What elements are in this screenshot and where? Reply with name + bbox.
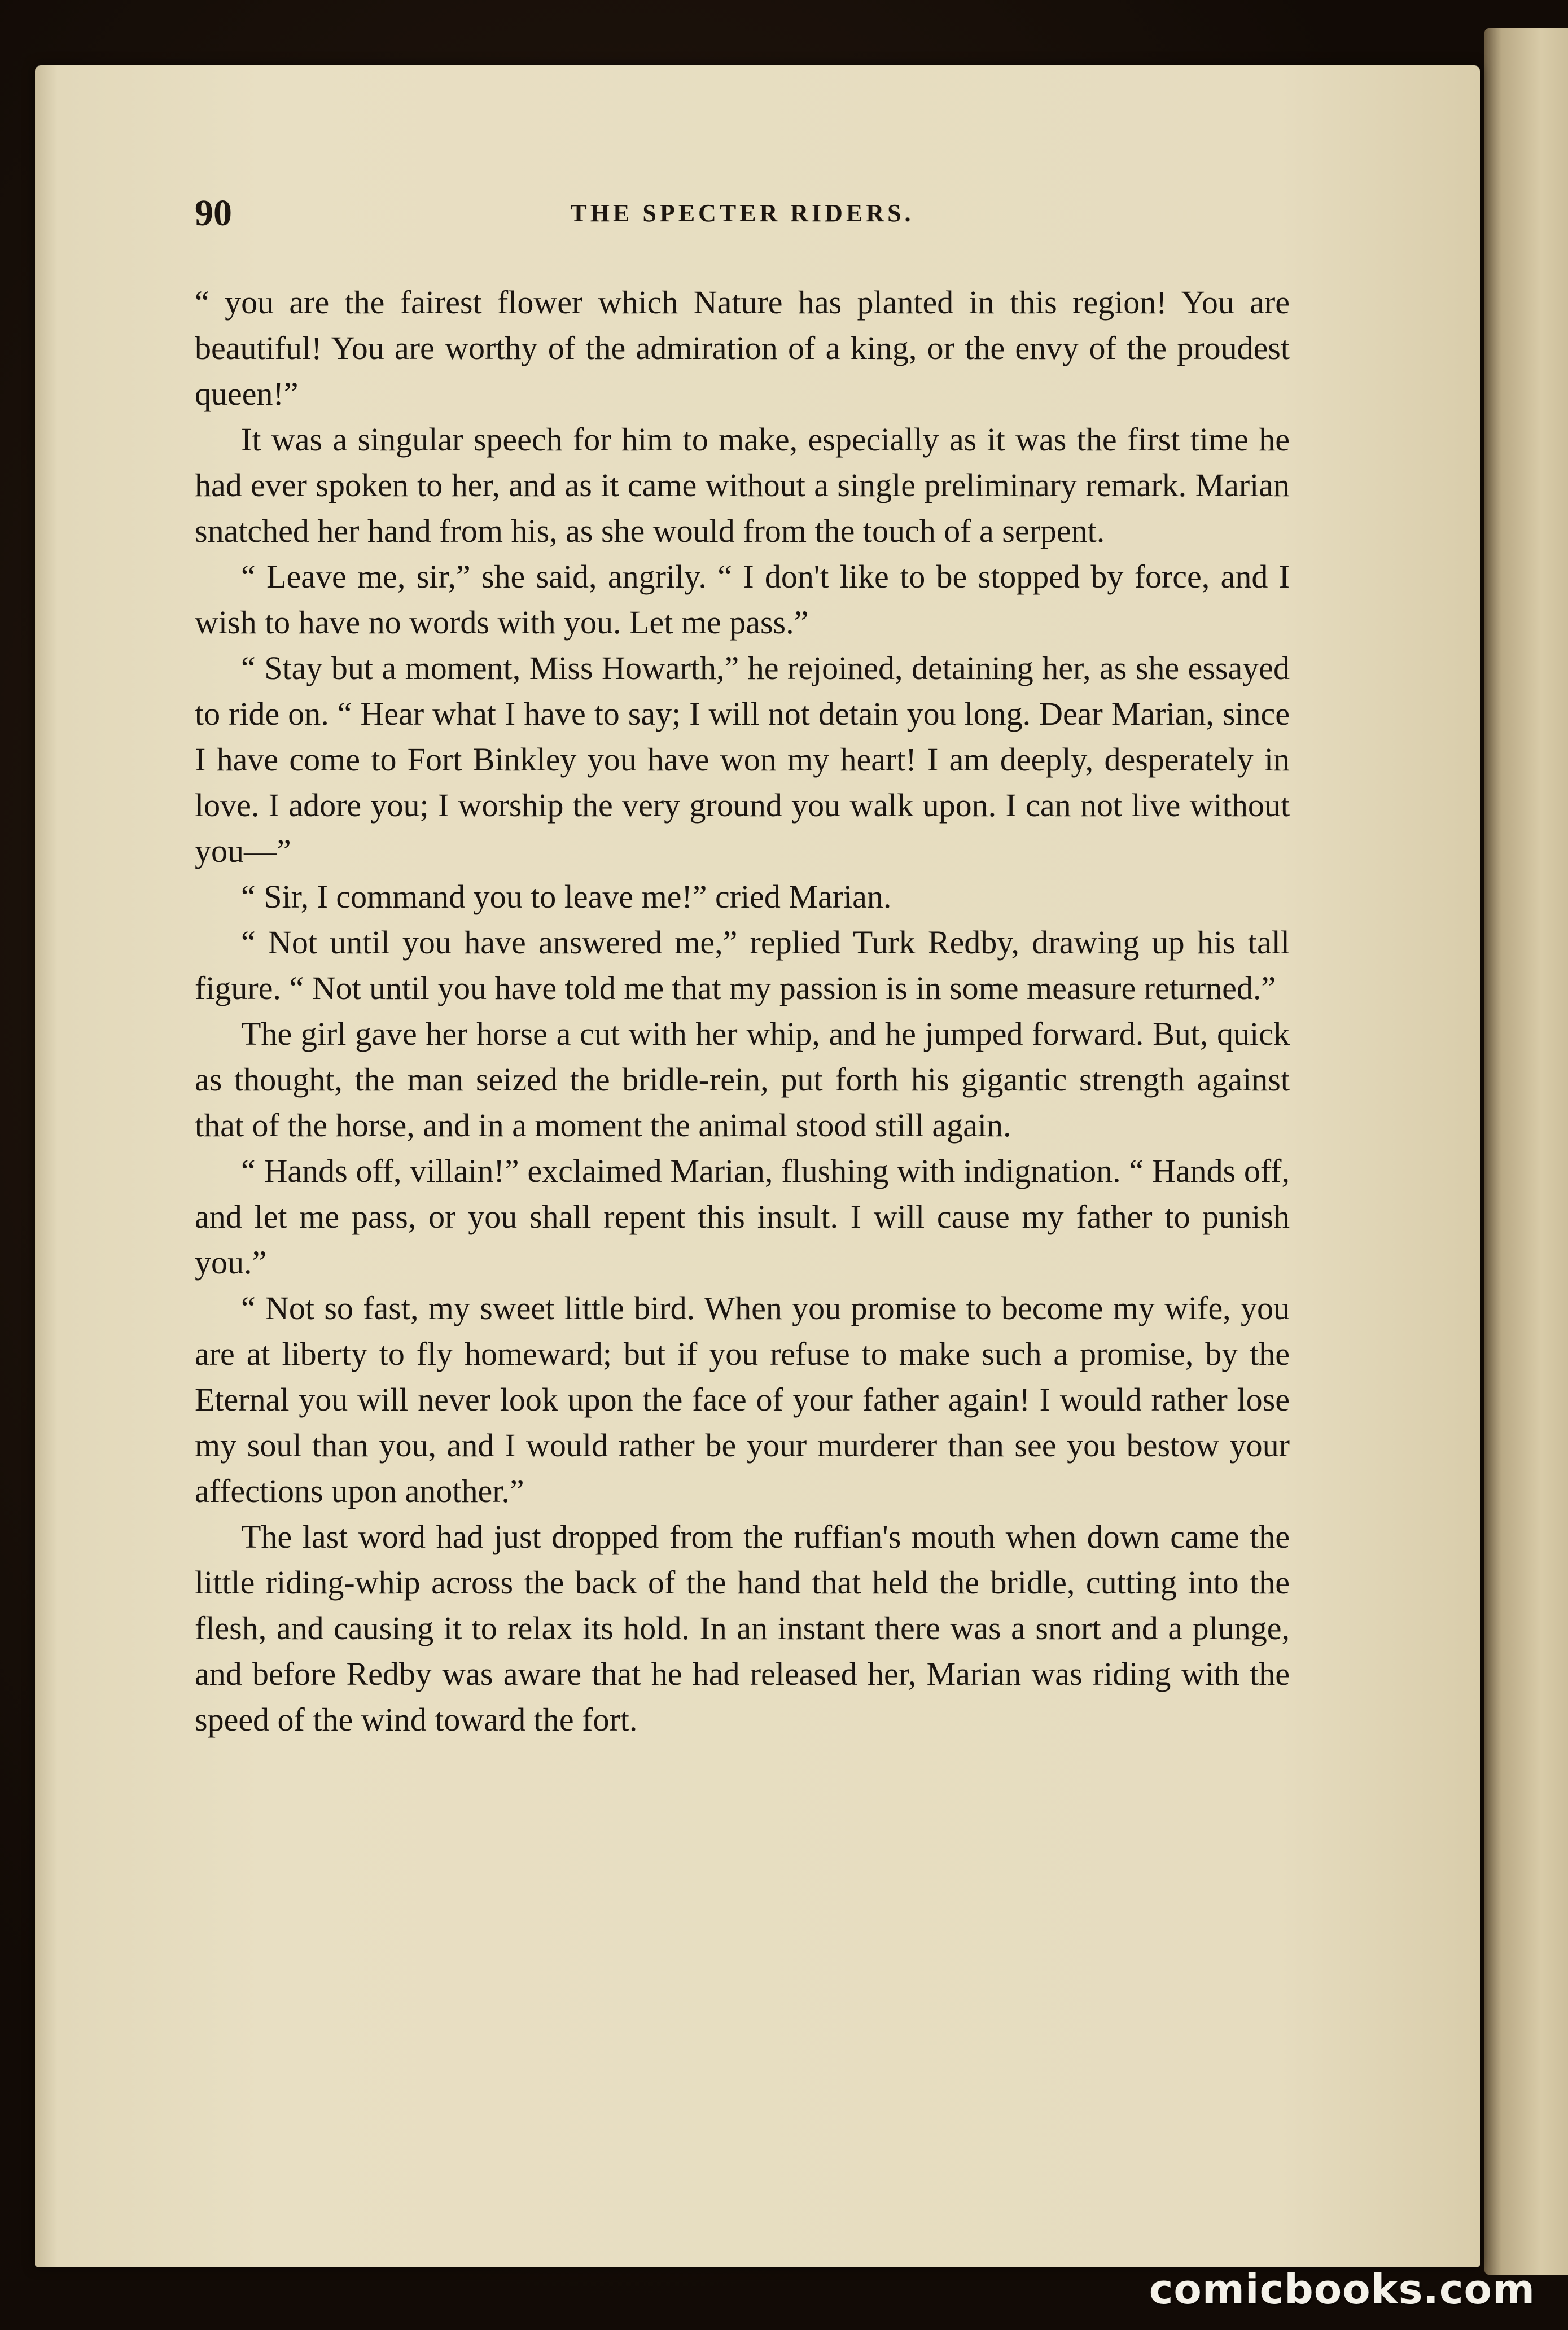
paragraph: “ Sir, I command you to leave me!” cried Marian. [241, 878, 892, 915]
watermark: comicbooks.com [1149, 2266, 1535, 2313]
paragraph: “ Leave me, sir,” she said, angrily. “ I don't like to be stopped by force, and I wish to have no words with you. Let me pass.” [195, 558, 1290, 641]
paragraph: “ Hands off, villain!” exclaimed Marian, flushing with indignation. “ Hands off, and let me pass, or you shall repent this insult. I will cause my father to punish you.” [195, 1153, 1290, 1281]
paragraph: The girl gave her horse a cut with her whip, and he jumped forward. But, quick as thought, the man seized the bridle-rein, put forth his gigantic strength against that of the horse, and in a moment the animal stood still again. [195, 1015, 1290, 1144]
paragraph: The last word had just dropped from the ruffian's mouth when down came the little riding-whip across the back of the hand that held the bridle, cutting into the flesh, and causing it to relax its hold. In an instant there was a snort and a plunge, and before Redby was aware that he had released her, Marian was riding with the speed of the wind toward the fort. [195, 1518, 1290, 1738]
page-header [195, 192, 1290, 243]
paragraph: “ you are the fairest flower which Nature has planted in this region! You are beautiful! You are worthy of the admiration of a king, or the envy of the proudest queen!” [195, 284, 1290, 412]
facing-page-edge [1484, 28, 1568, 2275]
paragraph: “ Not so fast, my sweet little bird. When you promise to become my wife, you are at liberty to fly homeward; but if you refuse to make such a promise, by the Eternal you will never look upon the face of your father again! I would rather lose my soul than you, and I would rather be your murderer than see you bestow your affections upon another.” [195, 1290, 1290, 1509]
paragraph: It was a singular speech for him to make, especially as it was the first time he had ever spoken to her, and as it came without a single preliminary remark. Marian snatched her hand from his, as she would from the touch of a serpent. [195, 421, 1290, 549]
paragraph: “ Not until you have answered me,” replied Turk Redby, drawing up his tall figure. “ Not until you have told me that my passion is in some measure returned.” [195, 924, 1290, 1006]
paragraph: “ Stay but a moment, Miss Howarth,” he rejoined, detaining her, as she essayed to ride on. “ Hear what I have to say; I will not detain you long. Dear Marian, since I have come to Fort Binkley you have won my heart! I am deeply, desperately in love. I adore you; I worship the very ground you walk upon. I can not live without you—” [195, 650, 1290, 869]
page-number: 90 [195, 192, 232, 234]
body-text [195, 279, 1290, 1742]
running-title: THE SPECTER RIDERS. [570, 199, 914, 227]
